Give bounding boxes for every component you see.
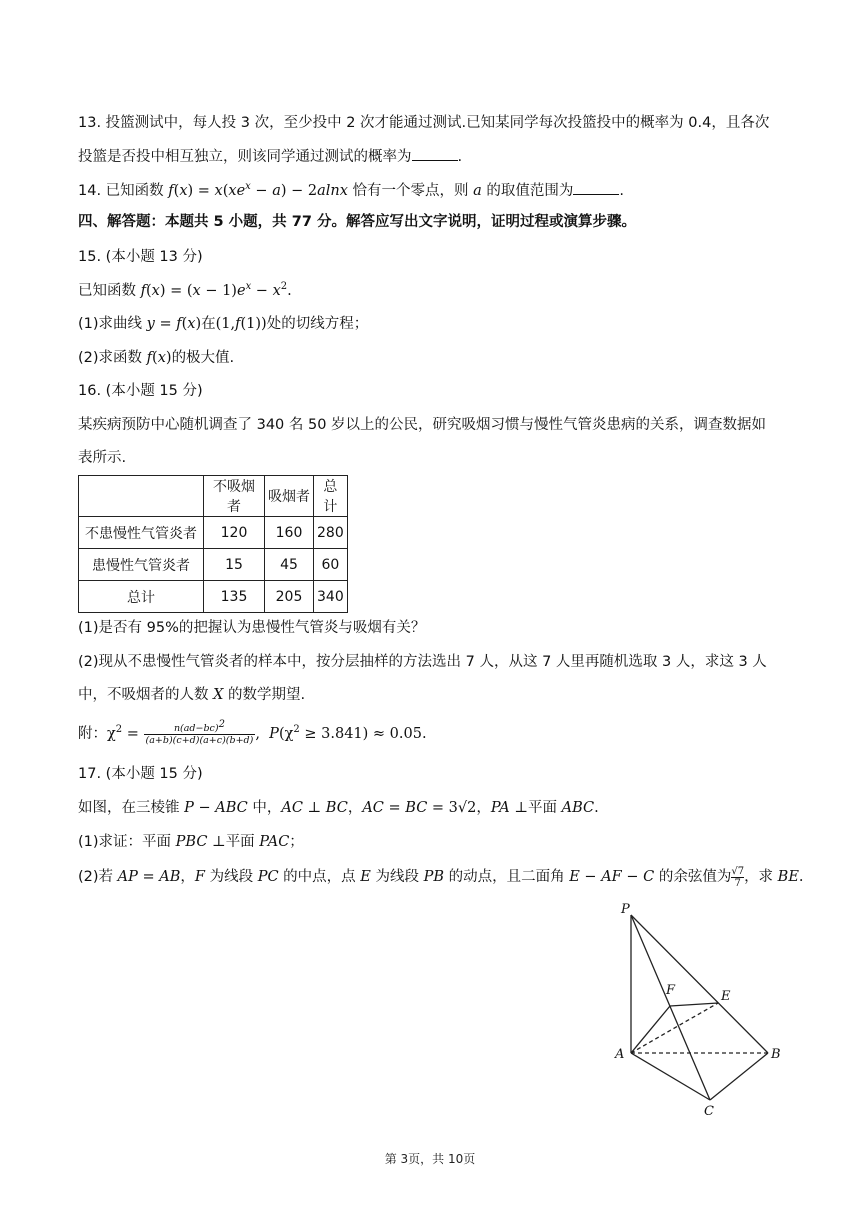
table-cell: 患慢性气管炎者 bbox=[79, 549, 204, 581]
answer-blank bbox=[412, 146, 458, 161]
q16-desc1: 某疾病预防中心随机调查了 340 名 50 岁以上的公民，研究吸烟习惯与慢性气管炎患病的关系，调查数据如 bbox=[78, 417, 767, 433]
page-footer: 第 3页，共 10页 bbox=[384, 1152, 476, 1166]
table-cell: 15 bbox=[204, 549, 265, 581]
q13-line1: 13. 投篮测试中，每人投 3 次，至少投中 2 次才能通过测试.已知某同学每次投篮投中的概率为 0.4，且各次 bbox=[78, 115, 770, 131]
label-E: E bbox=[721, 989, 731, 1004]
table-header-cell: 吸烟者 bbox=[265, 476, 314, 517]
answer-blank bbox=[573, 180, 619, 195]
survey-table bbox=[78, 475, 348, 613]
section-heading: 四、解答题：本题共 5 小题，共 77 分。解答应写出文字说明，证明过程或演算步骤。 bbox=[78, 214, 636, 230]
q16-head: 16. (本小题 15 分) bbox=[78, 383, 203, 399]
table-cell: 总计 bbox=[79, 581, 204, 613]
tetrahedron-figure bbox=[600, 895, 800, 1125]
q13-text: 投篮是否投中相互独立，则该同学通过测试的概率为 bbox=[78, 149, 412, 165]
table-header-cell bbox=[79, 476, 204, 517]
table-cell: 280 bbox=[314, 517, 348, 549]
table-cell: 135 bbox=[204, 581, 265, 613]
q17-part2: (2)若 AP = AB，F 为线段 PC 的中点，点 E 为线段 PB 的动点，且二面角 E − AF − C 的余弦值为 $\frac{√7}{7}$ ，求 BE. bbox=[78, 865, 804, 889]
cosine-value: $\frac{√7}{7}$ bbox=[731, 865, 745, 889]
q14-function: f bbox=[168, 183, 174, 199]
q17-given: 如图，在三棱锥 P − ABC 中，AC ⊥ BC，AC = BC = 3√2，PA ⊥平面 ABC. bbox=[78, 800, 599, 816]
table-header-row bbox=[79, 476, 348, 517]
q15-part2: (2)求函数 f(x)的极大值. bbox=[78, 350, 235, 366]
q17-part1: (1)求证：平面 PBC ⊥平面 PAC； bbox=[78, 834, 304, 850]
edge-AF bbox=[631, 1006, 670, 1053]
table-cell: 120 bbox=[204, 517, 265, 549]
q15-given: 已知函数 $f(x) = (x - 1)e^x - x^2$. bbox=[78, 281, 292, 299]
table-row bbox=[79, 549, 348, 581]
q16-desc2: 表所示. bbox=[78, 450, 127, 466]
q15-head: 15. (本小题 13 分) bbox=[78, 249, 203, 265]
q14-line: 14. 已知函数 $f(x) = x(xe^x - a) - 2alnx$ 恰有一个零点，则 a 的取值范围为 . bbox=[78, 181, 624, 199]
edge-FE bbox=[670, 1003, 718, 1006]
label-P: P bbox=[621, 902, 630, 917]
label-A: A bbox=[615, 1047, 625, 1062]
label-F: F bbox=[666, 983, 676, 998]
label-C: C bbox=[704, 1104, 714, 1119]
table-row bbox=[79, 581, 348, 613]
table-cell: 60 bbox=[314, 549, 348, 581]
table-header-cell: 不吸烟者 bbox=[204, 476, 265, 517]
edge-AE-hidden bbox=[631, 1003, 718, 1053]
q16-part2-line2: 中，不吸烟者的人数 X 的数学期望. bbox=[78, 687, 306, 703]
table-cell: 160 bbox=[265, 517, 314, 549]
q16-part2-line1: (2)现从不患慢性气管炎者的样本中，按分层抽样的方法选出 7 人，从这 7 人里再随机选取 3 人，求这 3 人 bbox=[78, 654, 767, 670]
table-row bbox=[79, 517, 348, 549]
q16-note: 附：$\chi^2$ = $\frac{n(ad-bc)^2}{(a+b)(c+d)(a+c)(b+d)}$ , $P(\chi^2 \ge 3.841) \approx 0.05$. bbox=[78, 718, 427, 746]
edge-PB bbox=[631, 915, 768, 1053]
q15-part1: (1)求曲线 y = f(x)在(1,f(1))处的切线方程； bbox=[78, 316, 369, 332]
label-B: B bbox=[771, 1047, 781, 1062]
table-cell: 340 bbox=[314, 581, 348, 613]
edge-BC bbox=[710, 1053, 768, 1100]
q16-part1: (1)是否有 95%的把握认为患慢性气管炎与吸烟有关？ bbox=[78, 620, 426, 636]
table-cell: 205 bbox=[265, 581, 314, 613]
q17-head: 17. (本小题 15 分) bbox=[78, 766, 203, 782]
table-cell: 45 bbox=[265, 549, 314, 581]
table-header-cell: 总计 bbox=[314, 476, 348, 517]
table-cell: 不患慢性气管炎者 bbox=[79, 517, 204, 549]
edge-AC bbox=[631, 1053, 710, 1100]
edge-PC bbox=[631, 915, 710, 1100]
chi-square-formula: $\frac{n(ad-bc)^2}{(a+b)(c+d)(a+c)(b+d)}$ bbox=[145, 718, 254, 746]
q13-line2: 投篮是否投中相互独立，则该同学通过测试的概率为 . bbox=[78, 146, 462, 167]
